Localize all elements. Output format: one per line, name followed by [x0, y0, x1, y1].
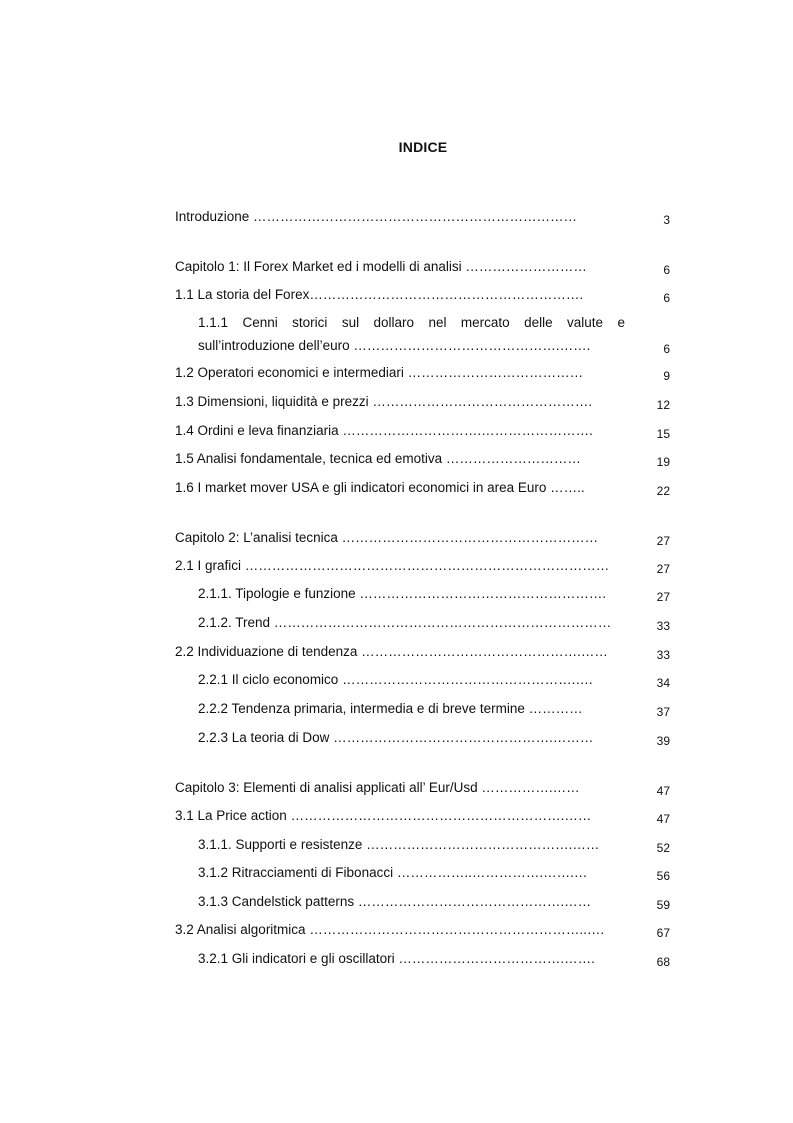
toc-entry-page: 37 — [656, 705, 670, 719]
toc-entry-text: Capitolo 1: Il Forex Market ed i modelli di analisi ……………………… — [175, 259, 587, 274]
toc-entry-2-2 — [175, 643, 670, 661]
toc-entry-2-1 — [175, 557, 670, 575]
toc-entry-text: 1.5 Analisi fondamentale, tecnica ed emotiva ………………………… — [175, 451, 581, 466]
toc-entry-text: Capitolo 3: Elementi di analisi applicati all’ Eur/Usd …………….…… — [175, 780, 580, 795]
toc-entry-page: 27 — [656, 534, 670, 548]
toc-entry-page: 3 — [663, 213, 670, 227]
toc-entry-3-1-2 — [175, 864, 670, 882]
toc-entry-2-1-2 — [175, 614, 670, 632]
toc-entry-3-1-1 — [175, 836, 670, 854]
page-title: INDICE — [398, 139, 448, 155]
toc-entry-page: 9 — [663, 369, 670, 383]
toc-entry-1-5 — [175, 450, 670, 468]
toc-entry-2-2-3 — [175, 729, 670, 747]
toc-entry-page: 6 — [663, 291, 670, 305]
toc-entry-text: Capitolo 2: L’analisi tecnica ………………………………………………… — [175, 530, 599, 545]
toc-entry-1-2 — [175, 364, 670, 382]
toc-entry-page: 39 — [656, 734, 670, 748]
toc-entry-text: 2.2.2 Tendenza primaria, intermedia e di breve termine ………… — [198, 701, 583, 716]
toc-entry-text: 2.1.2. Trend ………………………………………………………………… — [198, 615, 612, 630]
toc-entry-page: 47 — [656, 784, 670, 798]
toc-entry-text: 2.1 I grafici ……………………………………………………………………… — [175, 558, 610, 573]
toc-entry-text: 3.1.2 Ritracciamenti di Fibonacci ……………..…………….…….… — [198, 865, 588, 880]
toc-entry-3-2-1 — [175, 950, 670, 968]
toc-entry-page: 6 — [663, 263, 670, 277]
toc-entry-page: 67 — [656, 926, 670, 940]
toc-entry-page: 47 — [656, 812, 670, 826]
toc-entry-text: Introduzione ……………………………………………………………… — [175, 209, 578, 224]
toc-entry-1-4 — [175, 422, 670, 440]
toc-entry-2-1-1 — [175, 585, 670, 603]
toc-entry-text: 1.2 Operatori economici e intermediari ………………………………… — [175, 365, 584, 380]
toc-entry-page: 15 — [656, 427, 670, 441]
toc-entry-3-1 — [175, 807, 670, 825]
toc-entry-page: 19 — [656, 455, 670, 469]
toc-entry-text-line2: sull’introduzione dell’euro ……………………………………….……. — [198, 338, 591, 353]
toc-entry-introduzione — [175, 208, 670, 226]
toc-entry-text: 3.1 La Price action …………………………………………………….…… — [175, 808, 592, 823]
toc-entry-page: 34 — [656, 676, 670, 690]
toc-entry-page: 22 — [656, 484, 670, 498]
toc-entry-3-1-3 — [175, 893, 670, 911]
toc-entry-3-2 — [175, 921, 670, 939]
toc-entry-page: 33 — [656, 619, 670, 633]
toc-entry-capitolo-2 — [175, 529, 670, 547]
toc-entry-text: 2.2 Individuazione di tendenza ………………………………………….…… — [175, 644, 608, 659]
toc-entry-page: 68 — [656, 955, 670, 969]
toc-entry-text: 1.6 I market mover USA e gli indicatori economici in area Euro …….. — [175, 480, 585, 495]
toc-entry-text: 3.2 Analisi algoritmica ……………………………………………………..…. — [175, 922, 605, 937]
toc-entry-text: 2.2.3 La teoria di Dow ………………………………………….……… — [198, 730, 594, 745]
toc-entry-text: 3.2.1 Gli indicatori e gli oscillatori ……………………………….……. — [198, 951, 595, 966]
toc-entry-page: 12 — [656, 398, 670, 412]
toc-entry-1-3 — [175, 393, 670, 411]
toc-entry-page: 33 — [656, 648, 670, 662]
toc-entry-text-line1: 1.1.1 Cenni storici sul dollaro nel mercato delle valute e — [198, 315, 625, 330]
toc-entry-text: 2.1.1. Tipologie e funzione ………………………………………………. — [198, 586, 607, 601]
toc-entry-text: 1.3 Dimensioni, liquidità e prezzi …………………………………………. — [175, 394, 593, 409]
toc-entry-page: 27 — [656, 590, 670, 604]
toc-entry-page: 59 — [656, 898, 670, 912]
toc-entry-1-1-1 — [198, 311, 670, 357]
toc-entry-page: 56 — [656, 869, 670, 883]
toc-entry-text: 3.1.1. Supporti e resistenze ……………………………………….…… — [198, 837, 600, 852]
toc-entry-page: 6 — [663, 342, 670, 356]
toc-entry-1-6 — [175, 479, 670, 497]
toc-entry-text: 2.2.1 Il ciclo economico …………………………………………….…. — [198, 672, 593, 687]
toc-entry-text: 1.4 Ordini e leva finanziaria ………………………….……………………. — [175, 423, 593, 438]
toc-entry-text: 3.1.3 Candelstick patterns ……………………………………….…… — [198, 894, 592, 909]
toc-entry-page: 52 — [656, 841, 670, 855]
toc-entry-2-2-1 — [175, 671, 670, 689]
toc-entry-capitolo-1 — [175, 258, 670, 276]
toc-entry-page: 27 — [656, 562, 670, 576]
toc-entry-text: 1.1 La storia del Forex……………………………………………………. — [175, 287, 584, 302]
toc-entry-capitolo-3 — [175, 779, 670, 797]
toc-entry-2-2-2 — [175, 700, 670, 718]
toc-entry-1-1 — [175, 286, 670, 304]
